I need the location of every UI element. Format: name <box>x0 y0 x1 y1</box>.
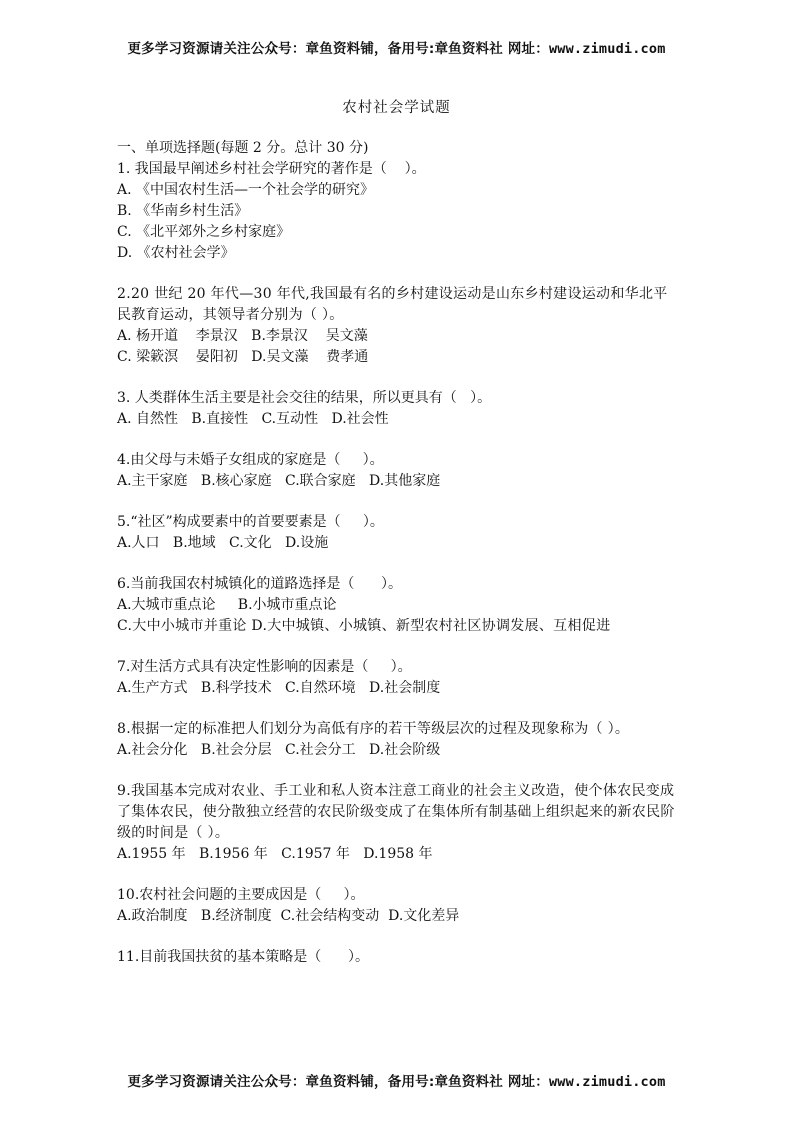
page-title: 农村社会学试题 <box>342 100 451 116</box>
question-9-options: A.1955 年 B.1956 年 C.1957 年 D.1958 年 <box>117 846 433 862</box>
question-1-option-a: A. 《中国农村生活—一个社会学的研究》 <box>117 182 375 198</box>
footer-banner <box>0 1070 793 1090</box>
question-3-stem: 3. 人类群体生活主要是社会交往的结果，所以更具有（ ）。 <box>117 390 492 406</box>
question-3-options: A. 自然性 B.直接性 C.互动性 D.社会性 <box>117 411 389 427</box>
question-7-options: A.生产方式 B.科学技术 C.自然环境 D.社会制度 <box>117 680 441 696</box>
header-banner-text: 更多学习资源请关注公众号：章鱼资料铺，备用号:章鱼资料社 网址： <box>127 41 549 57</box>
question-1-option-b: B. 《华南乡村生活》 <box>117 203 249 219</box>
question-7-stem: 7.对生活方式具有决定性影响的因素是（ ）。 <box>117 659 412 675</box>
footer-banner-text: 更多学习资源请关注公众号：章鱼资料铺，备用号:章鱼资料社 网址： <box>127 1074 549 1090</box>
question-1-stem: 1. 我国最早阐述乡村社会学研究的著作是（ ）。 <box>117 161 426 177</box>
header-banner <box>0 37 793 57</box>
question-10-options: A.政治制度 B.经济制度 C.社会结构变动 D.文化差异 <box>117 908 460 924</box>
question-11-stem: 11.目前我国扶贫的基本策略是（ ）。 <box>117 949 369 965</box>
question-2-options-ab: A. 杨开道 李景汉 B.李景汉 吴文藻 <box>117 328 368 344</box>
question-2-options-cd: C. 梁簌溟 晏阳初 D.吴文藻 费孝通 <box>117 349 369 365</box>
footer-banner-url[interactable]: www.zimudi.com <box>548 1074 666 1090</box>
section-heading: 一、单项选择题(每题 2 分。总计 30 分) <box>117 140 369 156</box>
question-10-stem: 10.农村社会问题的主要成因是（ ）。 <box>117 887 365 903</box>
question-6-stem: 6.当前我国农村城镇化的道路选择是（ ）。 <box>117 576 403 592</box>
header-banner-url[interactable]: www.zimudi.com <box>548 41 666 57</box>
document-body <box>117 138 677 968</box>
question-6-options-cd: C.大中小城市并重论 D.大中城镇、小城镇、新型农村社区协调发展、互相促进 <box>117 618 611 634</box>
question-5-options: A.人口 B.地域 C.文化 D.设施 <box>117 535 329 551</box>
question-1-option-c: C. 《北平郊外之乡村家庭》 <box>117 224 291 240</box>
question-9-stem: 9.我国基本完成对农业、手工业和私人资本注意工商业的社会主义改造，使个体农民变成了集体农民，使分散独立经营的农民阶级变成了在集体所有制基础上组织起来的新农民阶级的时间是（ ）。 <box>117 783 675 841</box>
question-4-options: A.主干家庭 B.核心家庭 C.联合家庭 D.其他家庭 <box>117 473 441 489</box>
question-8-stem: 8.根据一定的标准把人们划分为高低有序的若干等级层次的过程及现象称为（ ）。 <box>117 721 630 737</box>
question-6-options-ab: A.大城市重点论 B.小城市重点论 <box>117 597 337 613</box>
question-2-stem: 2.20 世纪 20 年代—30 年代,我国最有名的乡村建设运动是山东乡村建设运动和华北平民教育运动，其领导者分别为（ ）。 <box>117 286 668 323</box>
question-4-stem: 4.由父母与未婚子女组成的家庭是（ ）。 <box>117 452 384 468</box>
question-8-options: A.社会分化 B.社会分层 C.社会分工 D.社会阶级 <box>117 742 441 758</box>
question-5-stem: 5.“社区”构成要素中的首要要素是（ ）。 <box>117 514 384 530</box>
question-1-option-d: D. 《农村社会学》 <box>117 245 235 261</box>
